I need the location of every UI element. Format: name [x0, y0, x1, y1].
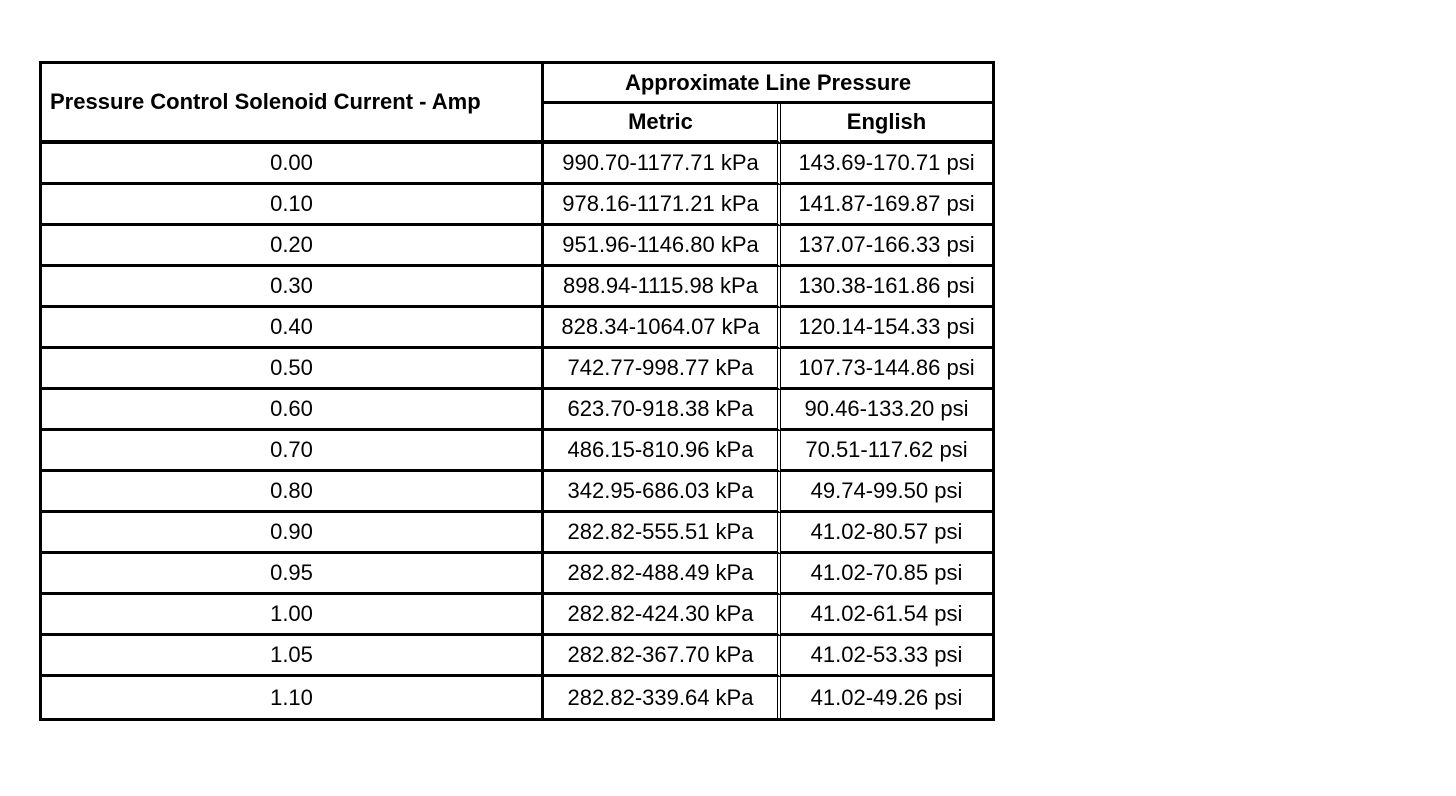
table-row: [42, 308, 992, 349]
cell-english: 90.46-133.20 psi: [781, 390, 992, 431]
cell-metric: 951.96-1146.80 kPa: [544, 226, 781, 267]
cell-current: 0.80: [42, 472, 544, 513]
cell-current: 0.60: [42, 390, 544, 431]
cell-english: 41.02-53.33 psi: [781, 636, 992, 677]
cell-metric: 282.82-555.51 kPa: [544, 513, 781, 554]
cell-current: 0.95: [42, 554, 544, 595]
cell-current: 0.40: [42, 308, 544, 349]
cell-english: 70.51-117.62 psi: [781, 431, 992, 472]
cell-current: 0.50: [42, 349, 544, 390]
table-header: [42, 64, 992, 144]
cell-current: 0.20: [42, 226, 544, 267]
table-row: [42, 185, 992, 226]
cell-english: 49.74-99.50 psi: [781, 472, 992, 513]
table-row: [42, 267, 992, 308]
header-approximate-line-pressure: Approximate Line Pressure: [544, 64, 992, 104]
table-row: [42, 595, 992, 636]
cell-metric: 742.77-998.77 kPa: [544, 349, 781, 390]
cell-metric: 282.82-339.64 kPa: [544, 677, 781, 718]
cell-current: 0.00: [42, 144, 544, 185]
table-row: [42, 677, 992, 718]
cell-metric: 342.95-686.03 kPa: [544, 472, 781, 513]
cell-metric: 282.82-488.49 kPa: [544, 554, 781, 595]
cell-current: 1.00: [42, 595, 544, 636]
table-row: [42, 472, 992, 513]
cell-metric: 898.94-1115.98 kPa: [544, 267, 781, 308]
cell-metric: 828.34-1064.07 kPa: [544, 308, 781, 349]
cell-english: 41.02-49.26 psi: [810, 684, 963, 710]
cell-metric: 978.16-1171.21 kPa: [544, 185, 781, 226]
cell-metric: 990.70-1177.71 kPa: [544, 144, 781, 185]
cell-english: 141.87-169.87 psi: [781, 185, 992, 226]
table-row: [42, 636, 992, 677]
cell-english: 107.73-144.86 psi: [781, 349, 992, 390]
cell-current: 0.30: [42, 267, 544, 308]
cell-current: 1.05: [42, 636, 544, 677]
cell-english: 130.38-161.86 psi: [781, 267, 992, 308]
table-row: [42, 144, 992, 185]
cell-english: 41.02-61.54 psi: [781, 595, 992, 636]
cell-metric: 623.70-918.38 kPa: [544, 390, 781, 431]
table-body: [42, 144, 992, 718]
header-metric: Metric: [544, 104, 781, 144]
table-row: [42, 226, 992, 267]
cell-current: 0.90: [42, 513, 544, 554]
cell-current: 0.70: [42, 431, 544, 472]
cell-metric: 282.82-424.30 kPa: [544, 595, 781, 636]
cell-current: 0.10: [42, 185, 544, 226]
line-pressure-table: [39, 61, 995, 721]
cell-english: 41.02-70.85 psi: [781, 554, 992, 595]
cell-english: 41.02-80.57 psi: [781, 513, 992, 554]
header-solenoid-current: Pressure Control Solenoid Current - Amp: [42, 64, 544, 144]
table-row: [42, 431, 992, 472]
table-row: [42, 349, 992, 390]
cell-english: 137.07-166.33 psi: [781, 226, 992, 267]
cell-english: 143.69-170.71 psi: [781, 144, 992, 185]
table-row: [42, 513, 992, 554]
header-english: English: [781, 104, 992, 144]
cell-current: 1.10: [42, 677, 544, 718]
cell-english: 120.14-154.33 psi: [781, 308, 992, 349]
table-row: [42, 390, 992, 431]
cell-metric: 282.82-367.70 kPa: [544, 636, 781, 677]
cell-metric: 486.15-810.96 kPa: [544, 431, 781, 472]
table-row: [42, 554, 992, 595]
